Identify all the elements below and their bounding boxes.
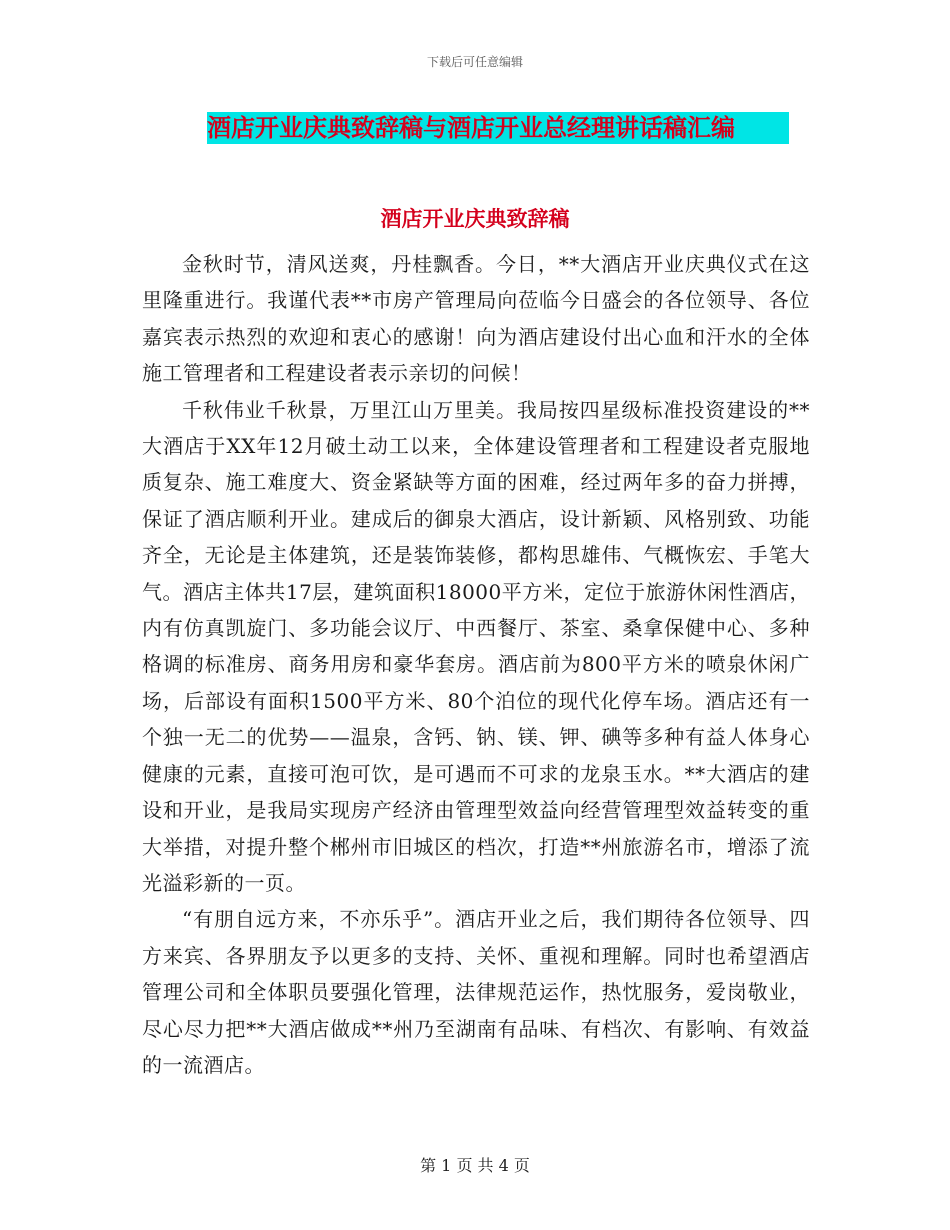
document-body [142,246,810,1083]
main-title-container [207,112,789,144]
section-title: 酒店开业庆典致辞稿 [380,207,570,231]
main-title: 酒店开业庆典致辞稿与酒店开业总经理讲话稿汇编 [207,112,789,144]
paragraph-1: 金秋时节，清风送爽，丹桂飘香。今日，**大酒店开业庆典仪式在这里隆重进行。我谨代表**市房产管理局向莅临今日盛会的各位领导、各位嘉宾表示热烈的欢迎和衷心的感谢！向为酒店建设付出心血和汗水的全体施工管理者和工程建设者表示亲切的问候！ [142,252,810,386]
paragraph-2: 千秋伟业千秋景，万里江山万里美。我局按四星级标准投资建设的**大酒店于XX年12月破土动工以来，全体建设管理者和工程建设者克服地质复杂、施工难度大、资金紧缺等方面的困难，经过两年多的奋力拼搏，保证了酒店顺利开业。建成后的御泉大酒店，设计新颖、风格别致、功能齐全，无论是主体建筑，还是装饰装修，都构思雄伟、气概恢宏、手笔大气。酒店主体共17层，建筑面积18000平方米，定位于旅游休闲性酒店，内有仿真凯旋门、多功能会议厅、中西餐厅、茶室、桑拿保健中心、多种格调的标准房、商务用房和豪华套房。酒店前为800平方米的喷泉休闲广场，后部设有面积1500平方米、80个泊位的现代化停车场。酒店还有一个独一无二的优势——温泉，含钙、钠、镁、钾、碘等多种有益人体身心健康的元素，直接可泡可饮，是可遇而不可求的龙泉玉水。**大酒店的建设和开业，是我局实现房产经济由管理型效益向经营管理型效益转变的重大举措，对提升整个郴州市旧城区的档次，打造**州旅游名市，增添了流光溢彩新的一页。 [142,397,810,895]
page-number-footer: 第 1 页 共 4 页 [420,1156,530,1175]
page-header-note: 下载后可任意编辑 [426,55,523,69]
paragraph-3: “有朋自远方来，不亦乐乎”。酒店开业之后，我们期待各位领导、四方来宾、各界朋友予以更多的支持、关怀、重视和理解。同时也希望酒店管理公司和全体职员要强化管理，法律规范运作，热忱服务，爱岗敬业，尽心尽力把**大酒店做成**州乃至湖南有品味、有档次、有影响、有效益的一流酒店。 [142,907,810,1077]
